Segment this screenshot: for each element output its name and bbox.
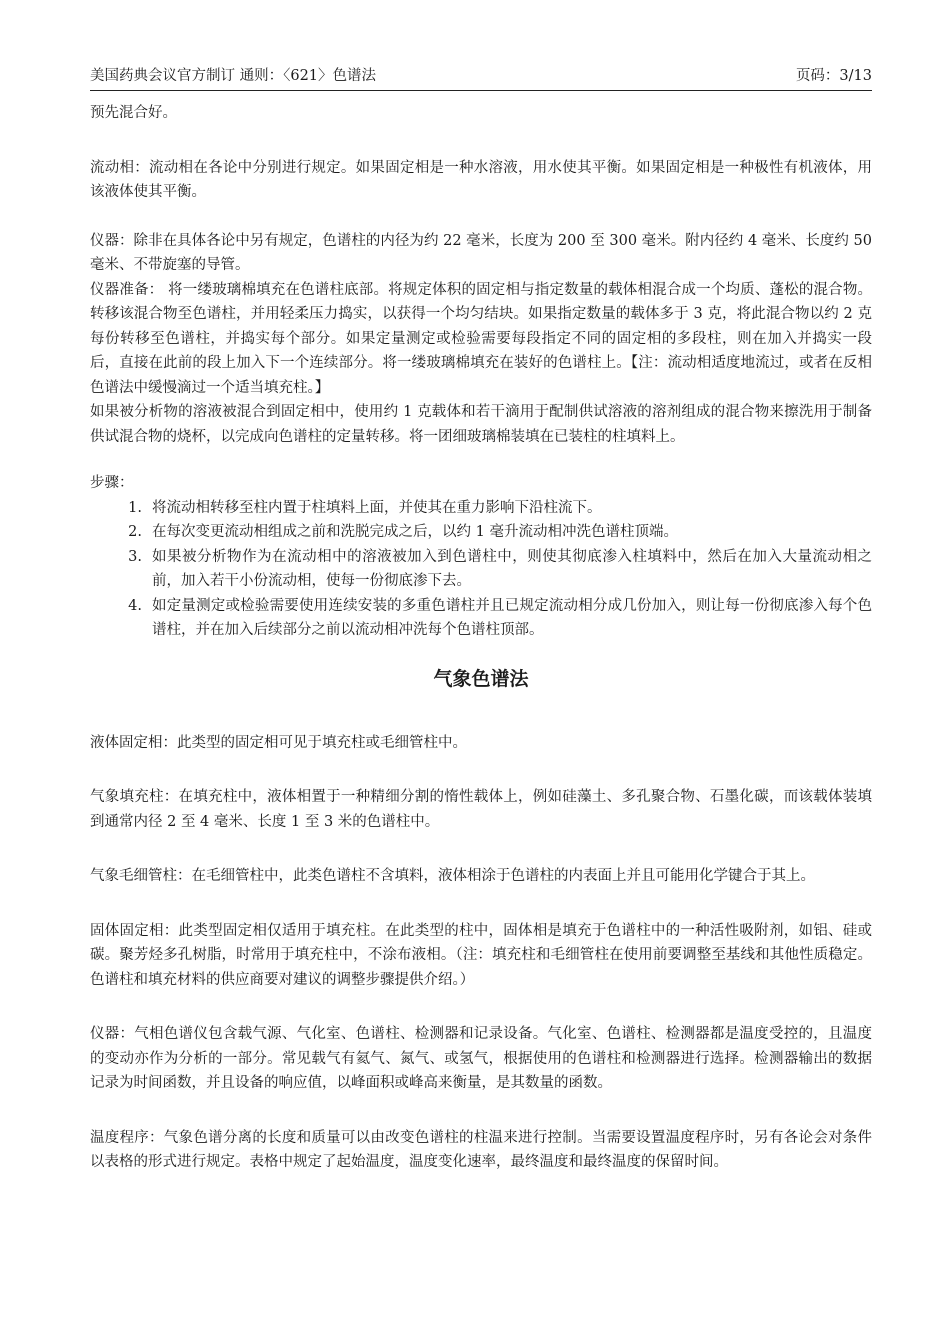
step-number: 2. xyxy=(128,524,142,540)
paragraph: 预先混合好。 xyxy=(90,105,177,121)
list-item xyxy=(90,496,872,521)
procedure-steps xyxy=(90,496,872,643)
paragraph-apparatus-prep: 仪器准备： 将一缕玻璃棉填充在色谱柱底部。将规定体积的固定相与指定数量的载体相混合成一个均质、蓬松的混合物。转移该混合物至色谱柱，并用轻柔压力捣实，以获得一个均匀结块。如果指定数量的载体多于 3 克，将此混合物以约 2 克每份转移至色谱柱，并捣实每个部分。如果定量测定或检验需要每段指定不同的固定相的多段柱，则在加入并捣实一段后，直接在此前的段上加入下一个连续部分。将一缕玻璃棉填充在装好的色谱柱上。【注：流动相适度地流过，或者在反相色谱法中缓慢滴过一个适当填充柱。】 xyxy=(90,281,872,396)
section-title: 气象色谱法 xyxy=(433,667,529,690)
list-item xyxy=(90,520,872,545)
page-content xyxy=(90,101,872,1175)
paragraph-temperature-program: 温度程序：气象色谱分离的长度和质量可以由改变色谱柱的柱温来进行控制。当需要设置温度程序时，另有各论会对条件以表格的形式进行规定。表格中规定了起始温度，温度变化速率，最终温度和最终温度的保留时间。 xyxy=(90,1129,872,1170)
list-item xyxy=(90,545,872,594)
paragraph-liquid-stationary-phase: 液体固定相：此类型的固定相可见于填充柱或毛细管柱中。 xyxy=(90,734,467,751)
step-text: 在每次变更流动相组成之前和洗脱完成之后，以约 1 毫升流动相冲洗色谱柱顶端。 xyxy=(152,524,678,540)
paragraph-solid-stationary-phase: 固体固定相：此类型固定相仅适用于填充柱。在此类型的柱中，固体相是填充于色谱柱中的一种活性吸附剂，如铝、硅或碳。聚芳烃多孔树脂，时常用于填充柱中，不涂布液相。（注：填充柱和毛细管柱在使用前要调整至基线和其他性质稳定。色谱柱和填充材料的供应商要对建议的调整步骤提供介绍。） xyxy=(90,922,872,988)
paragraph-quantitative-transfer: 如果被分析物的溶液被混合到固定相中，使用约 1 克载体和若干滴用于配制供试溶液的溶剂组成的混合物来擦洗用于制备供试混合物的烧杯，以完成向色谱柱的定量转移。将一团细玻璃棉装填在已装柱的柱填料上。 xyxy=(90,404,872,445)
list-item xyxy=(90,594,872,643)
step-number: 3. xyxy=(128,548,142,565)
step-number: 4. xyxy=(128,597,142,614)
header-title: 美国药典会议官方制订 通则：〈621〉色谱法 xyxy=(90,68,377,84)
step-text: 将流动相转移至柱内置于柱填料上面，并使其在重力影响下沿柱流下。 xyxy=(152,499,602,516)
document-page xyxy=(90,66,872,1175)
paragraph-apparatus: 仪器：除非在具体各论中另有规定，色谱柱的内径为约 22 毫米，长度为 200 至 300 毫米。附内径约 4 毫米、长度约 50 毫米、不带旋塞的导管。 xyxy=(90,232,872,273)
page-header xyxy=(90,66,872,91)
paragraph-packed-column: 气象填充柱：在填充柱中，液体相置于一种精细分割的惰性载体上，例如硅藻土、多孔聚合物、石墨化碳，而该载体装填到通常内径 2 至 4 毫米、长度 1 至 3 米的色谱柱中。 xyxy=(90,789,872,830)
step-text: 如果被分析物作为在流动相中的溶液被加入到色谱柱中，则使其彻底渗入柱填料中，然后在加入大量流动相之前，加入若干小份流动相，使每一份彻底渗下去。 xyxy=(152,548,872,589)
paragraph-gc-apparatus: 仪器：气相色谱仪包含载气源、气化室、色谱柱、检测器和记录设备。气化室、色谱柱、检测器都是温度受控的，且温度的变动亦作为分析的一部分。常见载气有氦气、氮气、或氢气，根据使用的色谱柱和检测器进行选择。检测器输出的数据记录为时间函数，并且设备的响应值，以峰面积或峰高来衡量，是其数量的函数。 xyxy=(90,1026,872,1091)
page-number: 页码：3/13 xyxy=(795,68,872,84)
paragraph-mobile-phase: 流动相：流动相在各论中分别进行规定。如果固定相是一种水溶液，用水使其平衡。如果固定相是一种极性有机液体，用该液体使其平衡。 xyxy=(90,159,872,200)
step-text: 如定量测定或检验需要使用连续安装的多重色谱柱并且已规定流动相分成几份加入，则让每一份彻底渗入每个色谱柱，并在加入后续部分之前以流动相冲洗每个色谱柱顶部。 xyxy=(152,597,872,638)
step-number: 1. xyxy=(128,499,142,516)
paragraph-capillary-column: 气象毛细管柱：在毛细管柱中，此类色谱柱不含填料，液体相涂于色谱柱的内表面上并且可能用化学键合于其上。 xyxy=(90,868,815,884)
procedure-heading: 步骤： xyxy=(90,475,134,491)
